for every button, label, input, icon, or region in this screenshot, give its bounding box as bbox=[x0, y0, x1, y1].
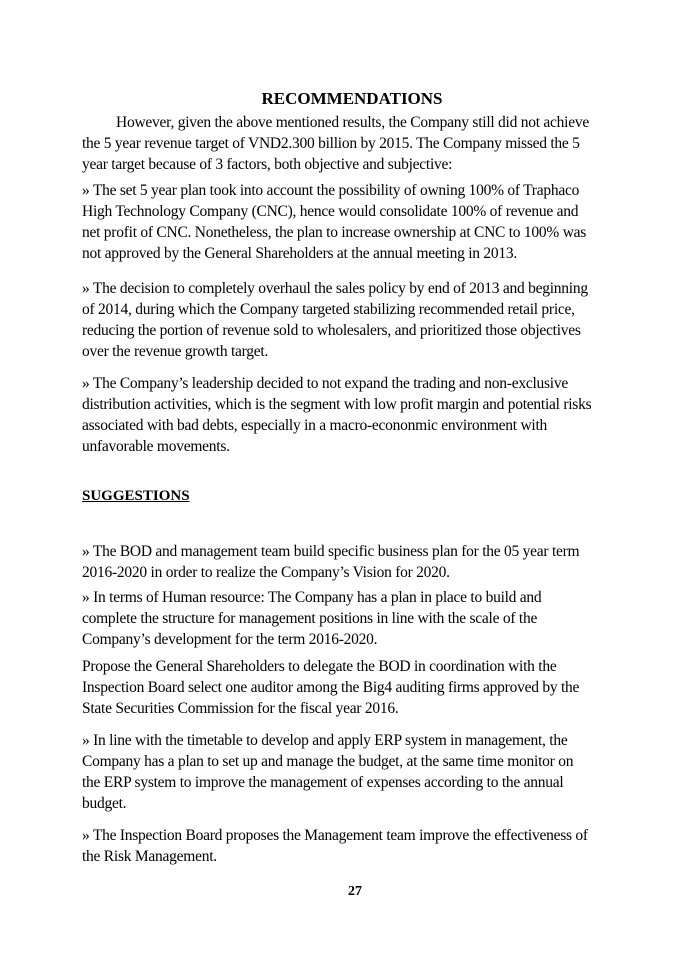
text-line: net profit of CNC. Nonetheless, the plan to increase ownership at CNC to 100% was bbox=[82, 224, 587, 241]
text-line: unfavorable movements. bbox=[82, 438, 230, 455]
suggestions-heading: SUGGESTIONS bbox=[82, 488, 190, 504]
paragraph bbox=[82, 373, 642, 457]
text-line: budget. bbox=[82, 795, 127, 812]
paragraph bbox=[82, 112, 642, 175]
text-line: of 2014, during which the Company targeted stabilizing recommended retail price, bbox=[82, 301, 575, 318]
text-line: distribution activities, which is the segment with low profit margin and potential risks bbox=[82, 396, 592, 413]
text-line: associated with bad debts, especially in a macro-econonmic environment with bbox=[82, 417, 548, 434]
text-line: complete the structure for management positions in line with the scale of the bbox=[82, 610, 538, 627]
text-line: » The set 5 year plan took into account the possibility of owning 100% of Traphaco bbox=[82, 182, 580, 199]
paragraph bbox=[82, 541, 642, 583]
section-title: RECOMMENDATIONS bbox=[261, 89, 443, 108]
text-line: the ERP system to improve the management of expenses according to the annual bbox=[82, 774, 564, 791]
text-line: Propose the General Shareholders to delegate the BOD in coordination with the bbox=[82, 658, 557, 675]
text-line: Inspection Board select one auditor among the Big4 auditing firms approved by the bbox=[82, 679, 580, 696]
paragraph bbox=[82, 180, 642, 264]
paragraph bbox=[82, 656, 642, 719]
paragraph bbox=[82, 730, 642, 814]
text-line: not approved by the General Shareholders at the annual meeting in 2013. bbox=[82, 245, 518, 262]
text-line: » The BOD and management team build specific business plan for the 05 year term bbox=[82, 543, 580, 560]
paragraph bbox=[82, 825, 642, 867]
text-line: the Risk Management. bbox=[82, 848, 217, 865]
paragraph bbox=[82, 587, 642, 650]
text-line: » The Inspection Board proposes the Management team improve the effectiveness of bbox=[82, 827, 588, 844]
text-line: over the revenue growth target. bbox=[82, 343, 269, 360]
text-line: » In terms of Human resource: The Company has a plan in place to build and bbox=[82, 589, 542, 606]
text-line: Company has a plan to set up and manage the budget, at the same time monitor on bbox=[82, 753, 574, 770]
text-line: State Securities Commission for the fiscal year 2016. bbox=[82, 700, 399, 717]
text-line: However, given the above mentioned results, the Company still did not achieve bbox=[116, 114, 589, 131]
text-line: reducing the portion of revenue sold to wholesalers, and prioritized those objectives bbox=[82, 322, 581, 339]
text-line: » In line with the timetable to develop and apply ERP system in management, the bbox=[82, 732, 568, 749]
page-number: 27 bbox=[348, 884, 362, 899]
text-line: High Technology Company (CNC), hence would consolidate 100% of revenue and bbox=[82, 203, 579, 220]
text-line: the 5 year revenue target of VND2.300 billion by 2015. The Company missed the 5 bbox=[82, 135, 580, 152]
text-line: » The decision to completely overhaul the sales policy by end of 2013 and beginning bbox=[82, 280, 588, 297]
text-line: year target because of 3 factors, both objective and subjective: bbox=[82, 156, 453, 173]
text-line: Company’s development for the term 2016-2020. bbox=[82, 631, 378, 648]
paragraph bbox=[82, 278, 642, 362]
text-line: 2016-2020 in order to realize the Company’s Vision for 2020. bbox=[82, 564, 450, 581]
text-line: » The Company’s leadership decided to not expand the trading and non-exclusive bbox=[82, 375, 568, 392]
